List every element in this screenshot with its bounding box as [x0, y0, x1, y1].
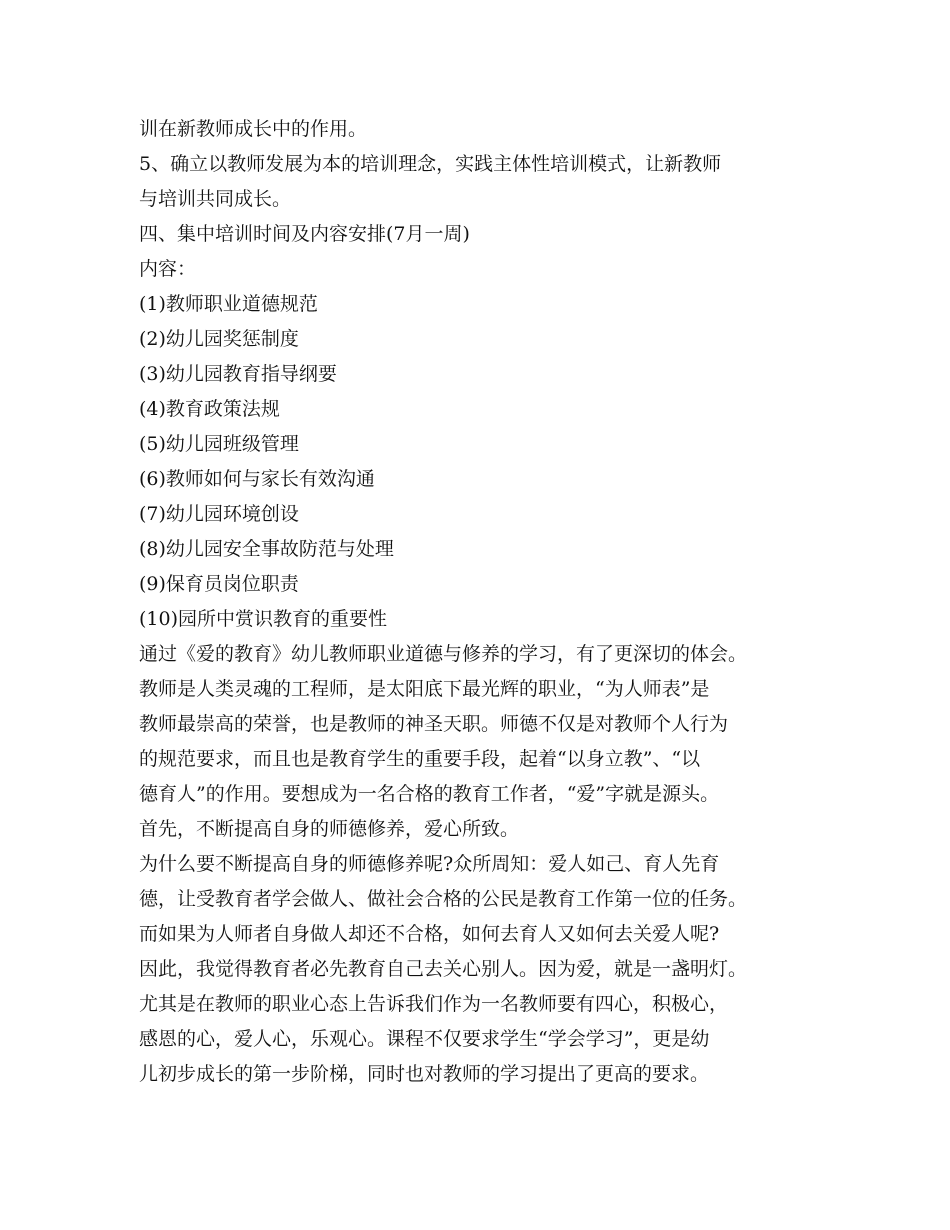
text-line: 通过《爱的教育》幼儿教师职业道德与修养的学习，有了更深切的体会。 — [139, 643, 748, 665]
text-line: 为什么要不断提高自身的师德修养呢?众所周知：爱人如己、育人先育 — [139, 853, 720, 875]
list-item: (7)幼儿园环境创设 — [139, 503, 299, 525]
list-item: (6)教师如何与家长有效沟通 — [139, 468, 375, 490]
list-item: (9)保育员岗位职责 — [139, 573, 299, 595]
text-line: 5、确立以教师发展为本的培训理念，实践主体性培训模式，让新教师 — [139, 153, 722, 175]
text-line: 教师最崇高的荣誉，也是教师的神圣天职。师德不仅是对教师个人行为 — [139, 713, 729, 735]
text-line: 教师是人类灵魂的工程师，是太阳底下最光辉的职业，“为人师表”是 — [139, 678, 710, 700]
text-line: 尤其是在教师的职业心态上告诉我们作为一名教师要有四心，积极心， — [139, 993, 729, 1015]
section-heading: 四、集中培训时间及内容安排(7月一周) — [139, 223, 470, 245]
text-line: 感恩的心，爱人心，乐观心。课程不仅要求学生“学会学习”，更是幼 — [139, 1028, 710, 1050]
list-item: (1)教师职业道德规范 — [139, 293, 318, 315]
text-line: 德，让受教育者学会做人、做社会合格的公民是教育工作第一位的任务。 — [139, 888, 748, 910]
content-label: 内容： — [139, 258, 197, 280]
list-item: (8)幼儿园安全事故防范与处理 — [139, 538, 394, 560]
text-line: 训在新教师成长中的作用。 — [139, 118, 368, 140]
list-item: (10)园所中赏识教育的重要性 — [139, 608, 388, 630]
list-item: (5)幼儿园班级管理 — [139, 433, 299, 455]
text-line: 德育人”的作用。要想成为一名合格的教育工作者，“爱”字就是源头。 — [139, 783, 720, 805]
list-item: (4)教育政策法规 — [139, 398, 280, 420]
document-body — [139, 112, 839, 1092]
list-item: (3)幼儿园教育指导纲要 — [139, 363, 337, 385]
list-item: (2)幼儿园奖惩制度 — [139, 328, 299, 350]
text-line: 的规范要求，而且也是教育学生的重要手段，起着“以身立教”、“以 — [139, 748, 701, 770]
text-line: 因此，我觉得教育者必先教育自己去关心别人。因为爱，就是一盏明灯。 — [139, 958, 748, 980]
text-line: 而如果为人师者自身做人却还不合格，如何去育人又如何去关爱人呢? — [139, 923, 720, 945]
text-line: 儿初步成长的第一步阶梯，同时也对教师的学习提出了更高的要求。 — [139, 1063, 710, 1085]
text-line: 首先，不断提高自身的师德修养，爱心所致。 — [139, 818, 520, 840]
text-line: 与培训共同成长。 — [139, 188, 292, 210]
